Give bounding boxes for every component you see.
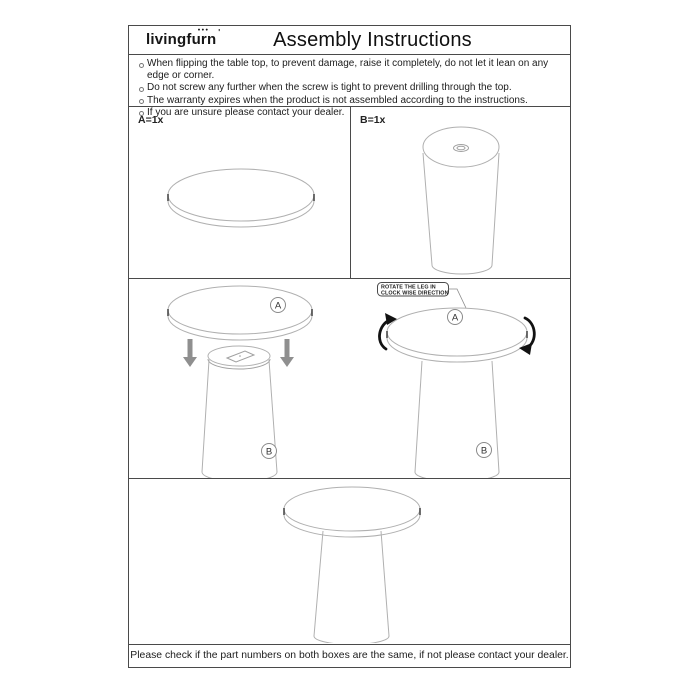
part-b-label: B=1x: [360, 114, 386, 126]
part-b-panel: [351, 107, 571, 278]
brand-logo-text: livingfurn: [146, 31, 217, 48]
instruction-sheet: [128, 25, 571, 645]
brand-logo: [146, 27, 221, 48]
warning-item: When flipping the table top, to prevent damage, raise it completely, do not let it lean on any edge or corner.: [136, 58, 564, 82]
assembled-table-drawing: [129, 479, 570, 643]
parts-section: [129, 107, 570, 279]
part-a-callout: A: [451, 312, 459, 324]
part-a-label: A=1x: [138, 114, 164, 126]
part-a-callout: A: [274, 300, 282, 312]
assembly-step2-drawing: [378, 283, 535, 479]
assembly-steps-drawing: [129, 279, 570, 478]
logo-trademark: ': [218, 28, 221, 37]
table-top-drawing: [129, 107, 350, 278]
warning-item: If you are unsure please contact your dealer.: [136, 107, 564, 119]
logo-dots-icon: ●●●: [197, 27, 210, 32]
rotate-note-line1: ROTATE THE LEG IN: [381, 284, 436, 291]
down-arrow-icon: [183, 339, 197, 367]
warnings-section: [129, 55, 570, 118]
footer-note-box: [128, 644, 571, 668]
part-b-callout: B: [480, 445, 488, 457]
warning-item: The warranty expires when the product is not assembled according to the instructions.: [136, 95, 564, 107]
warning-item: Do not screw any further when the screw is tight to prevent drilling through the top.: [136, 82, 564, 94]
table-leg-drawing: [351, 107, 571, 278]
rotate-note-line2: CLOCK WISE DIRECTION: [381, 290, 449, 297]
assembly-step1-drawing: [168, 286, 312, 478]
sheet-header: [129, 26, 570, 55]
down-arrow-icon: [280, 339, 294, 367]
assembled-section: [129, 479, 570, 644]
part-a-panel: [129, 107, 351, 278]
assembly-section: [129, 279, 570, 479]
part-b-callout: B: [265, 446, 273, 458]
page-title: Assembly Instructions: [273, 29, 472, 51]
footer-note: Please check if the part numbers on both boxes are the same, if not please contact your dealer.: [130, 650, 569, 661]
